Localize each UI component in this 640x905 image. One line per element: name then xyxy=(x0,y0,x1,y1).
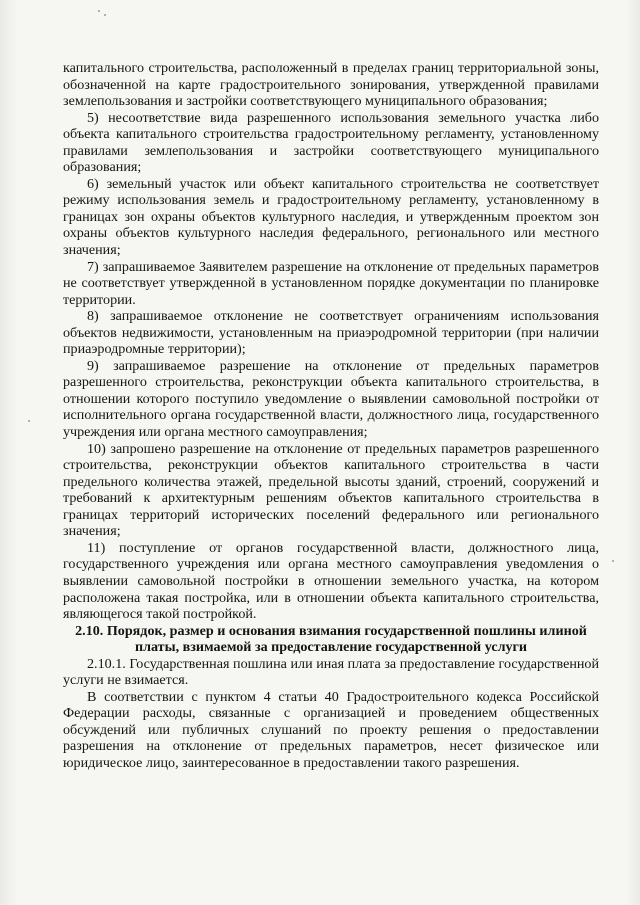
scan-speck xyxy=(28,420,30,422)
scan-shadow-left xyxy=(0,0,18,905)
document-body xyxy=(63,60,599,772)
scan-shadow-right xyxy=(626,0,640,905)
list-item-6: 6) земельный участок или объект капитального строительства не соответствует режиму использования земель и градостроительному регламенту, установленному в границах зон охраны объектов культурного наследия, и утвержденным проектом зон охраны объектов культурного наследия федерального, регионального или местного значения; xyxy=(63,175,599,259)
scan-speck xyxy=(104,14,106,16)
paragraph-continuation: капитального строительства, расположенный в пределах границ территориальной зоны, обозначенной на карте градостроительного зонирования, утвержденной правилами землепользования и застройки соответствующего муниципального образования; xyxy=(63,60,599,110)
paragraph-article-40: В соответствии с пунктом 4 статьи 40 Градостроительного кодекса Российской Федерации расходы, связанные с организацией и проведением общественных обсуждений или публичных слушаний по проекту решения о предоставлении разрешения на отклонение от предельных параметров, несет физическое или юридическое лицо, заинтересованное в предоставлении такого разрешения. xyxy=(63,688,599,771)
list-item-8: 8) запрашиваемое отклонение не соответствует ограничениям использования объектов недвижимости, установленным на приаэродромной территории (при наличии приаэродромные территории); xyxy=(63,308,599,358)
section-heading: 2.10. Порядок, размер и основания взимания государственной пошлины илиной платы, взимаемой за предоставление государственной услуги xyxy=(75,622,587,656)
list-item-5: 5) несоответствие вида разрешенного использования земельного участка либо объекта капитального строительства градостроительному регламенту, установленному правилами землепользования и застройки соответствующего муниципального образования; xyxy=(63,109,599,176)
scan-speck xyxy=(98,10,100,12)
list-item-7: 7) запрашиваемое Заявителем разрешение на отклонение от предельных параметров не соответствует утвержденной в установленном порядке документации по планировке территории. xyxy=(63,258,599,308)
list-item-11: 11) поступление от органов государственной власти, должностного лица, государственного учреждения или органа местного самоуправления уведомления о выявлении самовольной постройки в отношении земельного участка, на котором расположена такая постройка, или в отношении объекта капитального строительства, являющегося такой постройкой. xyxy=(63,539,599,623)
list-item-10: 10) запрошено разрешение на отклонение от предельных параметров разрешенного строительства, реконструкции объектов капитального строительства в части предельного количества этажей, предельной высоты зданий, строений, сооружений и требований к архитектурным решениям объектов капитального строительства в границах территорий исторических поселений федерального или регионального значения; xyxy=(63,440,599,540)
paragraph-2-10-1: 2.10.1. Государственная пошлина или иная плата за предоставление государственной услуги не взимается. xyxy=(63,655,599,689)
list-item-9: 9) запрашиваемое разрешение на отклонение от предельных параметров разрешенного строительства, реконструкции объекта капитального строительства, в отношении которого поступило уведомление о выявлении самовольной постройки от исполнительного органа государственной власти, должностного лица, государственного учреждения или органа местного самоуправления; xyxy=(63,357,599,441)
scan-speck xyxy=(612,560,614,562)
